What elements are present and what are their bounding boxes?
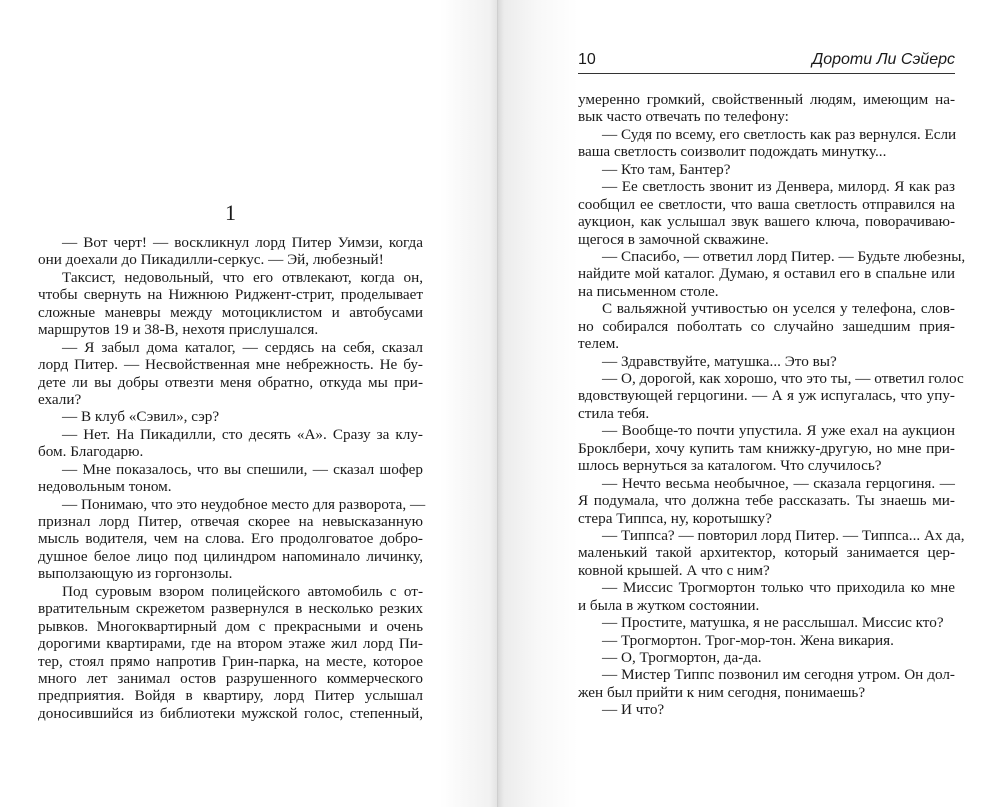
text-line: дете ли вы добры отвезти меня обратно, откуда мы при- [38, 373, 423, 391]
text-line: — Мистер Типпс позвонил им сегодня утром. Он дол- [602, 666, 955, 684]
text-line: сложные маневры между мотоциклистом и автобусами [38, 303, 423, 321]
text-line: — Понимаю, что это неудобное место для разворота, — [62, 495, 426, 513]
paragraph [38, 583, 423, 723]
paragraph [578, 91, 955, 126]
paragraph [578, 579, 955, 614]
text-line: — Простите, матушка, я не расслышал. Миссис кто? [602, 614, 944, 632]
paragraph [38, 461, 423, 496]
text-line: — Спасибо, — ответил лорд Питер. — Будьте любезны, [602, 247, 966, 265]
text-line: С вальяжной учтивостью он уселся у телефона, слов- [602, 300, 955, 318]
text-line: шлось вернуться за каталогом. Что случилось? [578, 457, 882, 475]
text-line: аукцион, как услышал звук вашего ключа, поворачиваю- [578, 213, 955, 231]
left-page [0, 0, 498, 807]
text-line: ваша светлость соизволит подождать минутку... [578, 143, 887, 161]
text-line: бом. Благодарю. [38, 443, 144, 461]
text-line: найдите мой каталог. Думаю, я оставил его в спальне или [578, 265, 955, 283]
paragraph [578, 666, 955, 701]
right-page-body [578, 91, 966, 719]
text-line: много лет занимал остов разрушенного коммерческого [38, 669, 423, 687]
paragraph [38, 495, 426, 583]
text-line: ковной крышей. А что с ним? [578, 561, 770, 579]
text-line: — Ее светлость звонит из Денвера, милорд. Я как раз [602, 178, 955, 196]
text-line: Таксист, недовольный, что его отвлекают, когда он, [62, 268, 423, 286]
text-line: жен был прийти к ним сегодня, понимаешь? [578, 683, 866, 701]
text-line: — Нечто весьма необычное, — сказала герцогиня. — [602, 474, 955, 492]
text-line: признал лорд Питер, отвечая скорее на невысказанную [38, 513, 423, 530]
paragraph [38, 426, 423, 461]
text-line: — Трогмортон. Трог-мор-тон. Жена викария. [602, 631, 894, 649]
running-head [578, 51, 955, 74]
paragraph [578, 353, 955, 370]
text-line: умеренно громкий, свойственный людям, имеющим на- [578, 91, 955, 108]
text-line: стила тебя. [578, 404, 650, 422]
text-line: и была в жутком состоянии. [578, 596, 760, 614]
paragraph [578, 632, 955, 649]
paragraph [578, 178, 955, 248]
text-line: — Здравствуйте, матушка... Это вы? [602, 352, 837, 370]
text-line: — Кто там, Бантер? [602, 160, 731, 178]
paragraph [38, 234, 423, 269]
text-line: — Я забыл дома каталог, — сердясь на себя, сказал [62, 338, 423, 356]
text-line: — Мне показалось, что вы спешили, — сказал шофер [62, 460, 423, 478]
paragraph [38, 339, 423, 409]
paragraph [578, 161, 955, 178]
text-line: телем. [578, 335, 620, 353]
text-line: Под суровым взором полицейского автомобиль с от- [62, 582, 423, 600]
text-line: на письменном столе. [578, 282, 719, 300]
chapter-number: 1 [225, 200, 236, 225]
text-line: но собирался поболтать со случайно зашедшим прия- [578, 317, 955, 335]
paragraph [578, 475, 955, 527]
text-line: недовольным тоном. [38, 478, 172, 496]
text-line: лорд Питер. — Несвойственная мне небрежность. Не бу- [38, 356, 423, 374]
paragraph [578, 126, 955, 161]
text-line: Я подумала, что должна тебе рассказать. Ты знаешь ми- [578, 492, 955, 510]
text-line: чтобы свернуть на Нижнюю Риджент-стрит, проделывает [38, 286, 423, 304]
text-line: — Вот черт! — воскликнул лорд Питер Уимзи, когда [62, 234, 423, 251]
text-line: Броклбери, хочу купить там книжку-другую, но мне при- [578, 439, 955, 457]
text-line: предприятия. Войдя в квартиру, лорд Питер услышал [38, 687, 423, 705]
text-line: ехали? [38, 390, 82, 408]
paragraph [578, 649, 955, 666]
text-line: вдовствующей герцогини. — А я уж испугалась, что упу- [578, 387, 955, 405]
text-line: — Миссис Трогмортон только что приходила ко мне [602, 579, 955, 597]
paragraph [578, 247, 966, 300]
paragraph [38, 269, 423, 339]
text-line: — Вообще-то почти упустила. Я уже ехал на аукцион [602, 422, 955, 440]
paragraph [578, 300, 955, 352]
text-line: мысль водителя, чем на слова. Его продолговатое добро- [38, 530, 423, 548]
text-line: дорогими квартирами, где на втором этаже жил лорд Пи- [38, 635, 423, 653]
right-page [498, 0, 1002, 807]
text-line: вык часто отвечать по телефону: [578, 108, 789, 126]
text-line: тер, стоял прямо напротив Грин-парка, на месте, которое [38, 652, 423, 670]
text-line: они доехали до Пикадилли-серкус. — Эй, любезный! [38, 251, 384, 269]
page-number: 10 [578, 51, 596, 68]
text-line: вратительным скрежетом развернулся в несколько резких [38, 600, 423, 618]
left-page-body [38, 234, 426, 722]
paragraph [578, 701, 955, 718]
text-line: — О, дорогой, как хорошо, что это ты, — ответил голос [602, 370, 964, 387]
book-gutter [497, 0, 498, 807]
paragraph [578, 422, 955, 474]
paragraph [578, 526, 965, 579]
text-line: душное белое лицо под цилиндром напоминало личинку, [38, 547, 423, 565]
text-line: маленький такой архитектор, который занимается цер- [578, 544, 955, 562]
text-line: стера Типпса, ну, коротышку? [578, 509, 772, 527]
paragraph [578, 370, 964, 422]
text-line: — Нет. На Пикадилли, сто десять «А». Сразу за клу- [62, 425, 423, 443]
text-line: выползающую из горгонзолы. [38, 565, 233, 583]
paragraph [38, 408, 423, 425]
text-line: рывков. Многоквартирный дом с прекрасными и очень [38, 617, 423, 635]
text-line: — О, Трогмортон, да-да. [602, 649, 762, 666]
text-line: доносившийся из библиотеки мужской голос, степенный, [38, 704, 423, 722]
text-line: — И что? [602, 701, 665, 719]
text-line: — В клуб «Сэвил», сэр? [62, 408, 220, 426]
text-line: — Типпса? — повторил лорд Питер. — Типпса... Ах да, [602, 526, 965, 544]
author-name: Дороти Ли Сэйерс [811, 51, 955, 68]
text-line: щегося в замочной скважине. [578, 230, 769, 248]
text-line: сообщил ее светлости, что ваша светлость отправился на [578, 195, 955, 213]
paragraph [578, 614, 955, 631]
text-line: — Судя по всему, его светлость как раз вернулся. Если [602, 125, 957, 143]
text-line: маршрутов 19 и 38-В, нехотя прислушался. [38, 321, 319, 339]
